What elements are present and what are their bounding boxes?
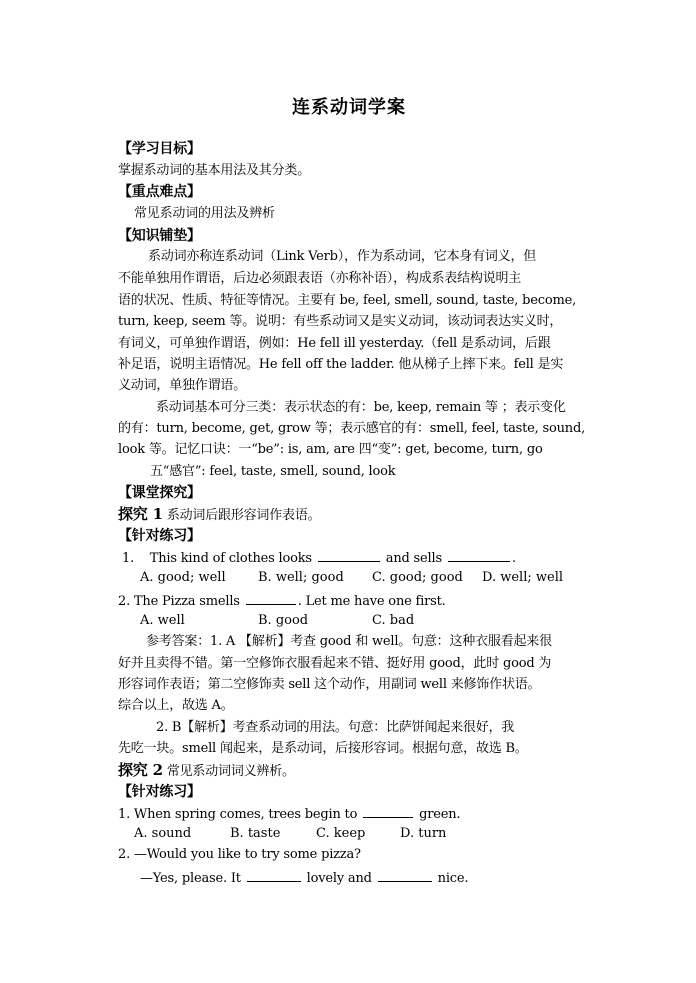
answer-line: 好并且卖得不错。第一空修饰衣服看起来不错、挺好用 good，此时 good 为 xyxy=(118,656,552,671)
explore2-line xyxy=(118,762,295,780)
answer-line: 先吃一块。smell 闻起来，是系动词，后接形容词。根据句意，故选 B。 xyxy=(118,741,528,756)
answer-blank xyxy=(246,592,296,605)
option: A. sound xyxy=(134,826,192,841)
key-text: 常见系动词的用法及辨析 xyxy=(134,206,275,221)
practice-heading: 【针对练习】 xyxy=(118,528,201,544)
option: A. good; well xyxy=(140,570,226,585)
question-text: —Yes, please. It xyxy=(140,871,241,886)
explore2-text: 常见系动词词义辨析。 xyxy=(166,764,295,779)
question-text: lovely and xyxy=(306,871,372,886)
practice-heading: 【针对练习】 xyxy=(118,784,201,800)
class-heading: 【课堂探究】 xyxy=(118,485,201,501)
knowledge-line: 不能单独用作谓语，后边必须跟表语（亦称补语），构成系表结构说明主 xyxy=(118,271,522,286)
question-2 xyxy=(118,592,446,610)
option: A. well xyxy=(140,613,185,628)
question-2-line: 2. —Would you like to try some pizza? xyxy=(118,847,361,862)
category-line: 五“感官”: feel, taste, smell, sound, look xyxy=(150,464,396,479)
objective-heading: 【学习目标】 xyxy=(118,141,201,157)
knowledge-line: 有词义，可单独作谓语，例如：He fell ill yesterday.（fell 是系动词，后跟 xyxy=(118,336,551,351)
question-text: 2. The Pizza smells xyxy=(118,594,240,609)
category-line: 的有：turn, become, get, grow 等；表示感官的有：smell, feel, taste, sound, xyxy=(118,421,586,436)
answer-blank xyxy=(378,869,432,882)
explore1-line xyxy=(118,506,320,524)
question-text: and sells xyxy=(385,551,442,566)
answer-line: 形容词作表语；第二空修饰卖 sell 这个动作，用副词 well 来修饰作状语。 xyxy=(118,677,541,692)
answer-blank xyxy=(247,869,301,882)
answer-line: 2. B【解析】考查系动词的用法。句意：比萨饼闻起来很好，我 xyxy=(156,720,515,735)
knowledge-line: 语的状况、性质、特征等情况。主要有 be, feel, smell, sound, taste, become, xyxy=(118,293,577,308)
explore2-label: 探究 2 xyxy=(118,761,163,779)
question-text: . Let me have one first. xyxy=(297,594,446,609)
option: B. good xyxy=(258,613,309,628)
question-text: . xyxy=(511,551,516,566)
question-text: 1. When spring comes, trees begin to xyxy=(118,807,358,822)
answer-blank xyxy=(363,805,413,818)
knowledge-heading: 【知识铺垫】 xyxy=(118,228,201,244)
option: C. keep xyxy=(316,826,366,841)
answer-line: 参考答案：1. A 【解析】考查 good 和 well。句意：这种衣服看起来很 xyxy=(146,634,552,649)
category-line: 系动词基本可分三类：表示状态的有：be, keep, remain 等 ；表示变化 xyxy=(156,400,566,415)
question-2 xyxy=(140,869,468,887)
objective-text: 掌握系动词的基本用法及其分类。 xyxy=(118,163,311,178)
option: D. well; well xyxy=(482,570,564,585)
answer-blank xyxy=(318,549,380,562)
explore1-text: 系动词后跟形容词作表语。 xyxy=(166,508,321,523)
question-text: nice. xyxy=(437,871,469,886)
explore1-label: 探究 1 xyxy=(118,505,163,523)
knowledge-line: 系动词亦称连系动词（Link Verb），作为系动词，它本身有词义，但 xyxy=(148,249,537,264)
option: B. well; good xyxy=(258,570,344,585)
question-number: 1. xyxy=(122,551,135,566)
answer-blank xyxy=(448,549,510,562)
category-line: look 等。记忆口诀：一“be”: is, am, are 四“变”: get, become, turn, go xyxy=(118,442,543,457)
page-title: 连系动词学案 xyxy=(292,97,406,118)
knowledge-line: 补足语，说明主语情况。He fell off the ladder. 他从梯子上摔下来。fell 是实 xyxy=(118,357,564,372)
option: C. bad xyxy=(372,613,415,628)
question-text: This kind of clothes looks xyxy=(149,551,312,566)
knowledge-line: turn, keep, seem 等。说明：有些系动词又是实义动词，该动词表达实义时， xyxy=(118,314,563,329)
option: D. turn xyxy=(400,826,447,841)
option: C. good; good xyxy=(372,570,463,585)
key-heading: 【重点难点】 xyxy=(118,184,201,200)
question-1 xyxy=(122,549,516,567)
answer-line: 综合以上，故选 A。 xyxy=(118,698,234,713)
question-1 xyxy=(118,805,460,823)
option: B. taste xyxy=(230,826,281,841)
question-text: green. xyxy=(419,807,461,822)
knowledge-line: 义动词，单独作谓语。 xyxy=(118,378,247,393)
